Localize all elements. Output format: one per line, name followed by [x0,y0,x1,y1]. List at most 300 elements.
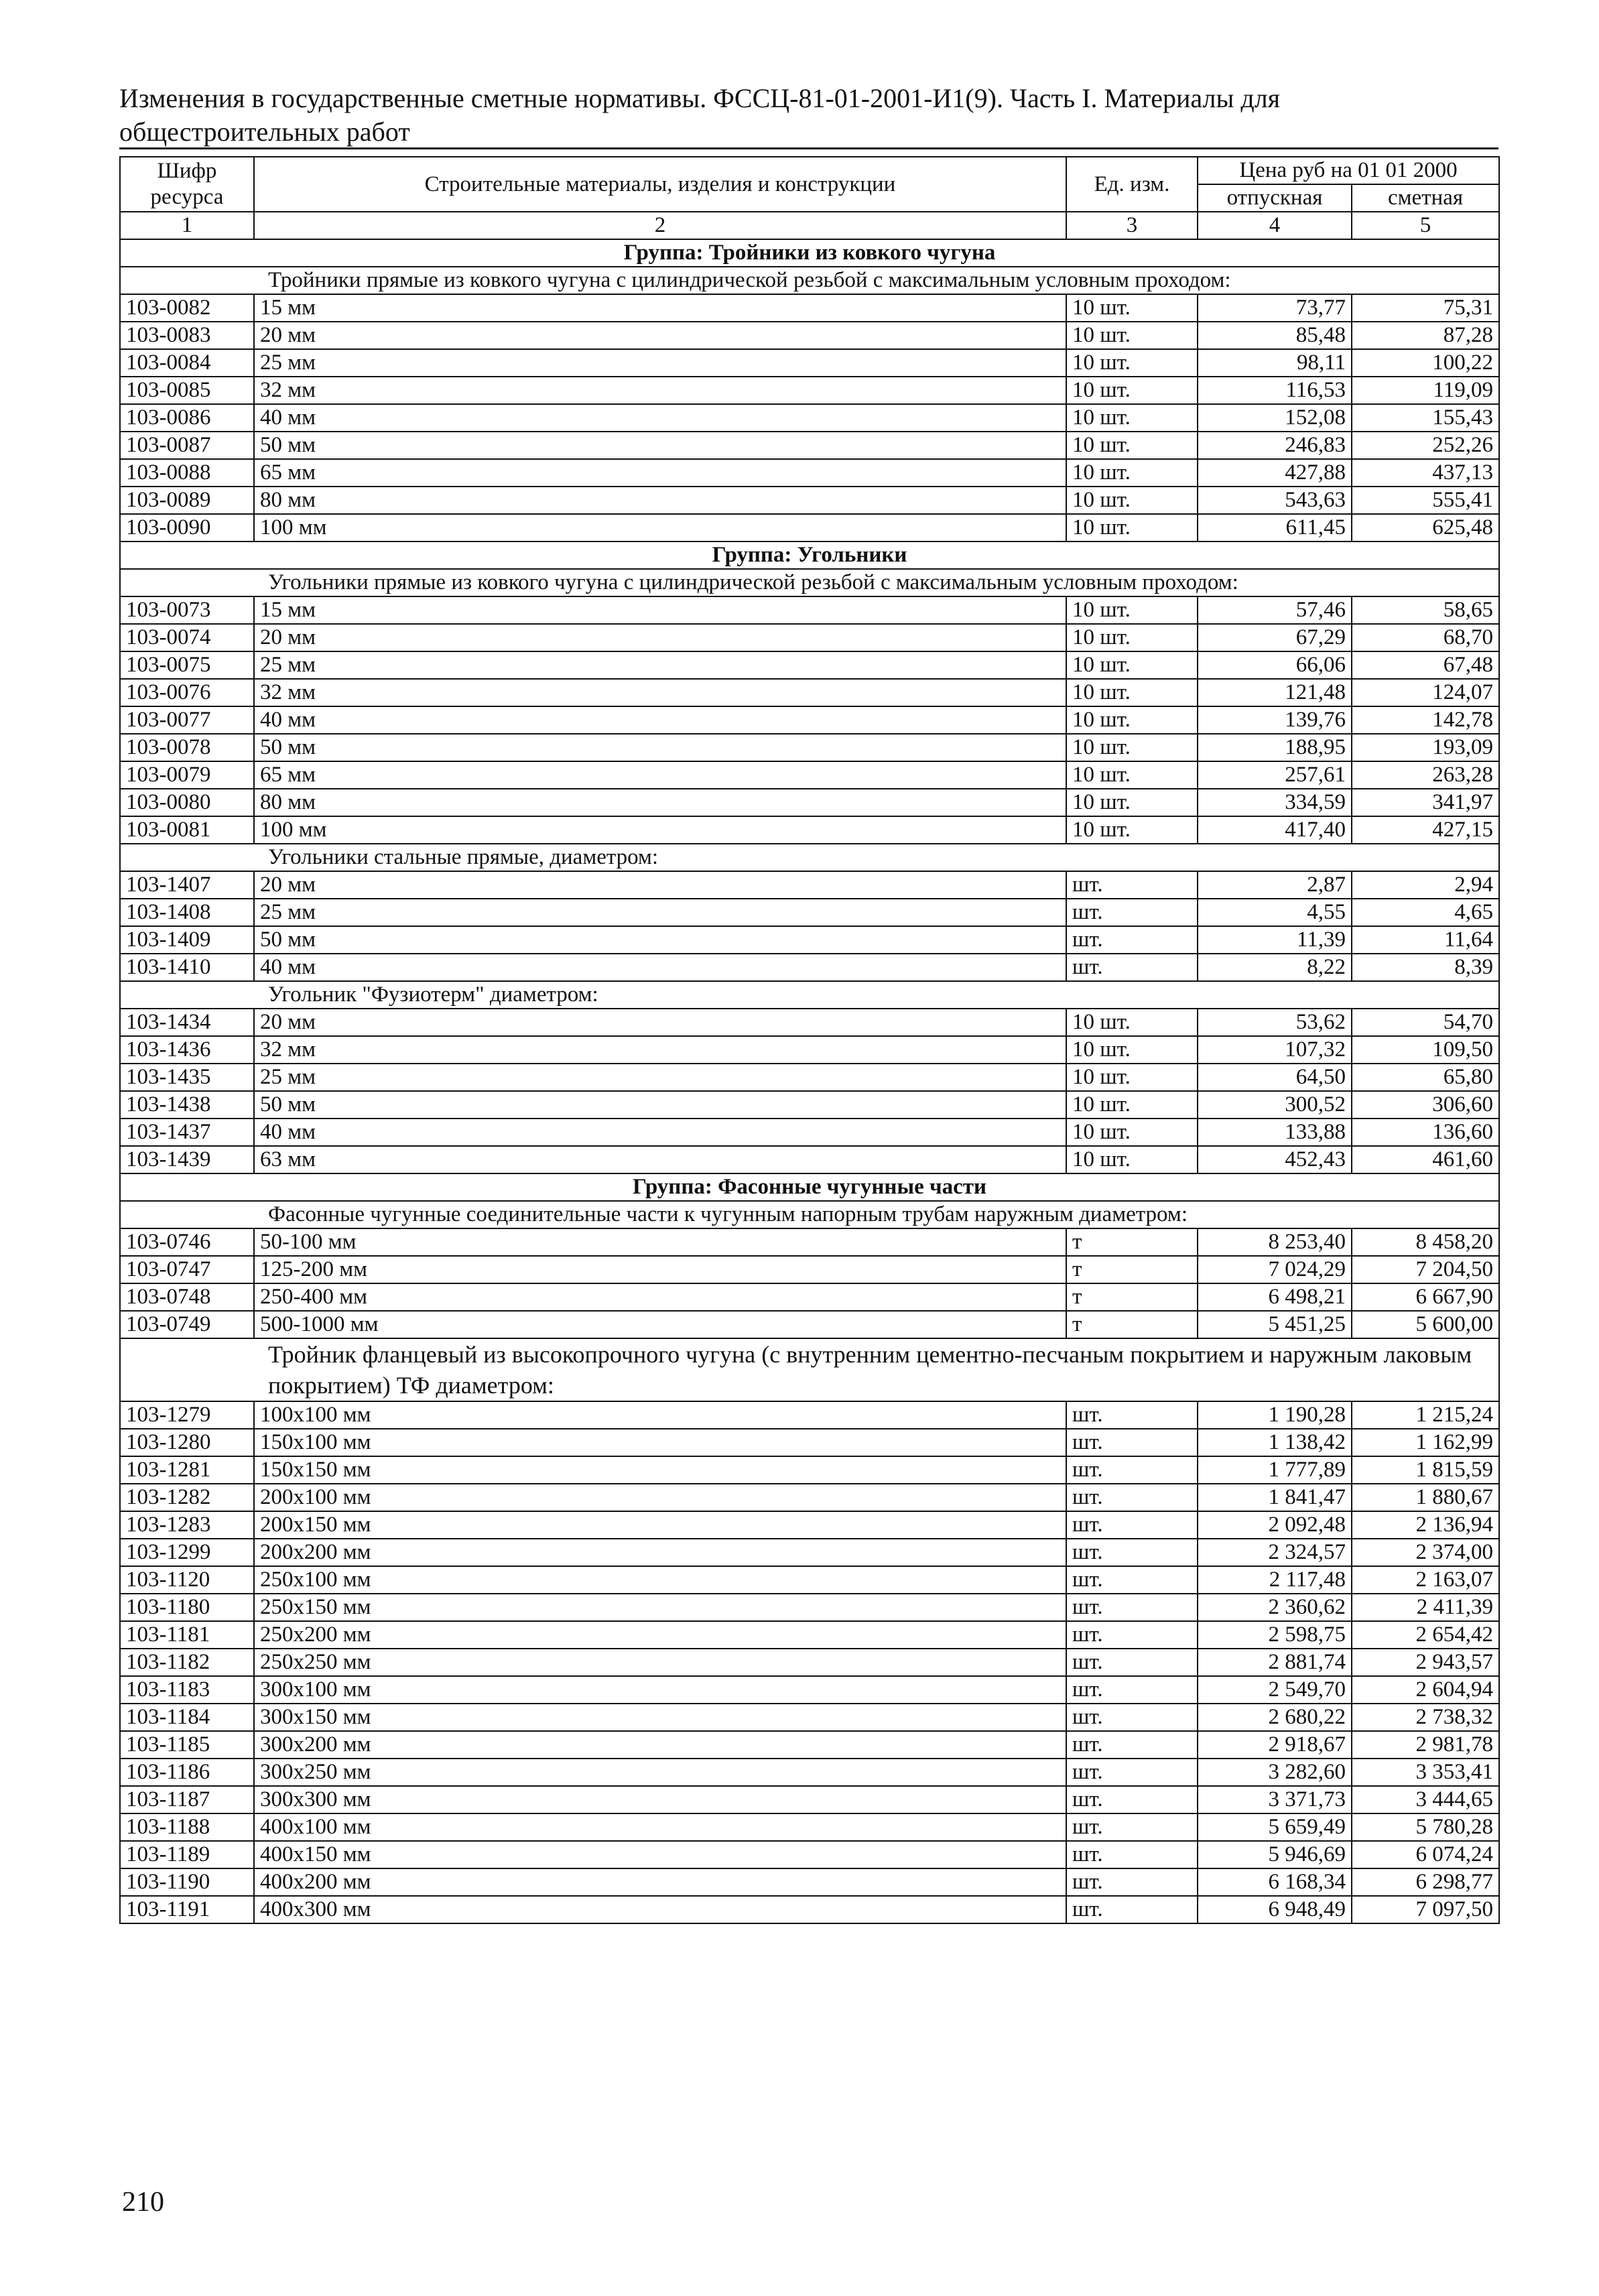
table-row [120,1841,1499,1868]
estimate-price: 7 204,50 [1352,1256,1499,1283]
table-row [120,1429,1499,1456]
resource-code: 103-1410 [120,954,254,981]
resource-code: 103-0083 [120,322,254,349]
unit: шт. [1066,926,1198,954]
section-caption: Тройник фланцевый из высокопрочного чугуна (с внутренним цементно-песчаным покрытием и наружным лаковым покрытием) ТФ диаметром: [120,1338,1499,1401]
resource-code: 103-0077 [120,706,254,734]
page-number: 210 [122,2187,164,2218]
material-name: 400x100 мм [254,1813,1066,1841]
unit: 10 шт. [1066,432,1198,459]
unit: шт. [1066,1704,1198,1731]
material-name: 40 мм [254,954,1066,981]
estimate-price: 2 654,42 [1352,1621,1499,1649]
release-price: 3 282,60 [1198,1759,1352,1786]
estimate-price: 100,22 [1352,349,1499,377]
table-row [120,1256,1499,1283]
unit: 10 шт. [1066,1009,1198,1036]
estimate-price: 7 097,50 [1352,1896,1499,1923]
estimate-price: 2 411,39 [1352,1594,1499,1621]
table-index-row [120,212,1499,239]
material-name: 400x150 мм [254,1841,1066,1868]
estimate-price: 437,13 [1352,459,1499,487]
estimate-price: 4,65 [1352,899,1499,926]
material-name: 250x200 мм [254,1621,1066,1649]
release-price: 5 451,25 [1198,1311,1352,1338]
col-header-unit: Ед. изм. [1066,157,1198,212]
material-name: 25 мм [254,899,1066,926]
material-name: 100x100 мм [254,1401,1066,1429]
resource-code: 103-1184 [120,1704,254,1731]
estimate-price: 2 163,07 [1352,1566,1499,1594]
release-price: 3 371,73 [1198,1786,1352,1813]
table-row [120,1868,1499,1896]
unit: шт. [1066,1759,1198,1786]
resource-code: 103-1408 [120,899,254,926]
price-table-body [120,157,1499,1923]
table-row [120,789,1499,816]
table-row [120,1731,1499,1759]
material-name: 250-400 мм [254,1283,1066,1311]
release-price: 300,52 [1198,1091,1352,1119]
estimate-price: 1 880,67 [1352,1484,1499,1511]
col-index-2: 2 [254,212,1066,239]
estimate-price: 427,15 [1352,816,1499,844]
table-row [120,1649,1499,1676]
material-name: 40 мм [254,404,1066,432]
estimate-price: 5 780,28 [1352,1813,1499,1841]
table-row [120,1283,1499,1311]
group-title: Группа: Угольники [120,541,1499,569]
release-price: 98,11 [1198,349,1352,377]
col-header-release-price: отпускная [1198,184,1352,212]
material-name: 63 мм [254,1146,1066,1173]
release-price: 2 324,57 [1198,1539,1352,1566]
resource-code: 103-1189 [120,1841,254,1868]
release-price: 334,59 [1198,789,1352,816]
material-name: 15 мм [254,294,1066,322]
unit: 10 шт. [1066,651,1198,679]
group-title: Группа: Тройники из ковкого чугуна [120,239,1499,267]
estimate-price: 555,41 [1352,487,1499,514]
estimate-price: 75,31 [1352,294,1499,322]
release-price: 4,55 [1198,899,1352,926]
estimate-price: 6 074,24 [1352,1841,1499,1868]
material-name: 200x100 мм [254,1484,1066,1511]
estimate-price: 142,78 [1352,706,1499,734]
resource-code: 103-1435 [120,1064,254,1091]
release-price: 5 946,69 [1198,1841,1352,1868]
material-name: 200x200 мм [254,1539,1066,1566]
header-title-line1: Изменения в государственные сметные нормативы. ФССЦ-81-01-2001-И1(9). Часть I. Материалы для [119,83,1281,113]
unit: 10 шт. [1066,816,1198,844]
section-caption: Угольники прямые из ковкого чугуна с цилиндрической резьбой с максимальным условным проходом: [120,569,1499,596]
release-price: 152,08 [1198,404,1352,432]
unit: 10 шт. [1066,679,1198,706]
unit: т [1066,1283,1198,1311]
material-name: 150x100 мм [254,1429,1066,1456]
material-name: 20 мм [254,1009,1066,1036]
resource-code: 103-0090 [120,514,254,541]
table-header-row [120,157,1499,184]
release-price: 66,06 [1198,651,1352,679]
material-name: 100 мм [254,514,1066,541]
estimate-price: 11,64 [1352,926,1499,954]
resource-code: 103-1282 [120,1484,254,1511]
resource-code: 103-0089 [120,487,254,514]
resource-code: 103-0075 [120,651,254,679]
release-price: 2 549,70 [1198,1676,1352,1704]
material-name: 50 мм [254,432,1066,459]
table-row [120,459,1499,487]
material-name: 400x300 мм [254,1896,1066,1923]
material-name: 50 мм [254,734,1066,761]
unit: 10 шт. [1066,624,1198,651]
estimate-price: 2 981,78 [1352,1731,1499,1759]
estimate-price: 6 667,90 [1352,1283,1499,1311]
material-name: 15 мм [254,596,1066,624]
col-index-5: 5 [1352,212,1499,239]
col-header-name: Строительные материалы, изделия и конструкции [254,157,1066,212]
table-row [120,514,1499,541]
release-price: 188,95 [1198,734,1352,761]
unit: шт. [1066,1676,1198,1704]
material-name: 65 мм [254,761,1066,789]
unit: 10 шт. [1066,1091,1198,1119]
release-price: 1 841,47 [1198,1484,1352,1511]
table-row [120,596,1499,624]
estimate-price: 109,50 [1352,1036,1499,1064]
group-header-row [120,541,1499,569]
material-name: 50-100 мм [254,1228,1066,1256]
release-price: 417,40 [1198,816,1352,844]
estimate-price: 65,80 [1352,1064,1499,1091]
resource-code: 103-1436 [120,1036,254,1064]
table-row [120,816,1499,844]
unit: 10 шт. [1066,789,1198,816]
unit: 10 шт. [1066,1036,1198,1064]
material-name: 65 мм [254,459,1066,487]
material-name: 300x300 мм [254,1786,1066,1813]
table-row [120,1146,1499,1173]
section-caption-row [120,1201,1499,1228]
col-index-1: 1 [120,212,254,239]
table-row [120,1786,1499,1813]
resource-code: 103-1120 [120,1566,254,1594]
release-price: 85,48 [1198,322,1352,349]
release-price: 2 360,62 [1198,1594,1352,1621]
estimate-price: 1 815,59 [1352,1456,1499,1484]
material-name: 300x150 мм [254,1704,1066,1731]
resource-code: 103-0080 [120,789,254,816]
unit: шт. [1066,1594,1198,1621]
material-name: 400x200 мм [254,1868,1066,1896]
material-name: 20 мм [254,322,1066,349]
table-row [120,1594,1499,1621]
material-name: 25 мм [254,651,1066,679]
table-row [120,679,1499,706]
table-row [120,871,1499,899]
resource-code: 103-0085 [120,377,254,404]
resource-code: 103-1181 [120,1621,254,1649]
document-header [119,82,1312,149]
release-price: 11,39 [1198,926,1352,954]
release-price: 6 948,49 [1198,1896,1352,1923]
unit: 10 шт. [1066,1064,1198,1091]
material-name: 20 мм [254,871,1066,899]
release-price: 6 168,34 [1198,1868,1352,1896]
estimate-price: 341,97 [1352,789,1499,816]
resource-code: 103-0086 [120,404,254,432]
material-name: 200x150 мм [254,1511,1066,1539]
estimate-price: 119,09 [1352,377,1499,404]
table-row [120,1311,1499,1338]
material-name: 125-200 мм [254,1256,1066,1283]
resource-code: 103-1182 [120,1649,254,1676]
header-title-line2: общестроительных работ [119,117,410,147]
table-row [120,761,1499,789]
unit: 10 шт. [1066,294,1198,322]
table-row [120,404,1499,432]
section-caption: Фасонные чугунные соединительные части к чугунным напорным трубам наружным диаметром: [120,1201,1499,1228]
unit: 10 шт. [1066,734,1198,761]
col-header-code: Шифр ресурса [120,157,254,212]
resource-code: 103-1191 [120,1896,254,1923]
material-name: 25 мм [254,349,1066,377]
resource-code: 103-0081 [120,816,254,844]
unit: шт. [1066,1731,1198,1759]
unit: шт. [1066,1841,1198,1868]
estimate-price: 3 444,65 [1352,1786,1499,1813]
table-row [120,377,1499,404]
unit: шт. [1066,954,1198,981]
resource-code: 103-0746 [120,1228,254,1256]
material-name: 20 мм [254,624,1066,651]
release-price: 2 881,74 [1198,1649,1352,1676]
release-price: 611,45 [1198,514,1352,541]
resource-code: 103-0747 [120,1256,254,1283]
material-name: 500-1000 мм [254,1311,1066,1338]
resource-code: 103-0749 [120,1311,254,1338]
section-caption-row [120,267,1499,294]
table-row [120,624,1499,651]
section-caption: Угольник "Фузиотерм" диаметром: [120,981,1499,1009]
material-name: 80 мм [254,789,1066,816]
estimate-price: 625,48 [1352,514,1499,541]
resource-code: 103-1187 [120,1786,254,1813]
table-row [120,1759,1499,1786]
unit: шт. [1066,1813,1198,1841]
table-row [120,926,1499,954]
table-row [120,1484,1499,1511]
material-name: 40 мм [254,706,1066,734]
release-price: 1 777,89 [1198,1456,1352,1484]
unit: шт. [1066,1649,1198,1676]
estimate-price: 263,28 [1352,761,1499,789]
table-row [120,1456,1499,1484]
resource-code: 103-1299 [120,1539,254,1566]
resource-code: 103-0078 [120,734,254,761]
unit: 10 шт. [1066,1146,1198,1173]
section-caption-row [120,1338,1499,1401]
estimate-price: 1 162,99 [1352,1429,1499,1456]
release-price: 7 024,29 [1198,1256,1352,1283]
resource-code: 103-0084 [120,349,254,377]
resource-code: 103-0082 [120,294,254,322]
resource-code: 103-0076 [120,679,254,706]
estimate-price: 68,70 [1352,624,1499,651]
table-row [120,1009,1499,1036]
material-name: 50 мм [254,926,1066,954]
table-row [120,1036,1499,1064]
unit: 10 шт. [1066,322,1198,349]
table-row [120,1511,1499,1539]
unit: 10 шт. [1066,596,1198,624]
release-price: 257,61 [1198,761,1352,789]
material-name: 80 мм [254,487,1066,514]
estimate-price: 67,48 [1352,651,1499,679]
unit: 10 шт. [1066,487,1198,514]
resource-code: 103-1280 [120,1429,254,1456]
resource-code: 103-1185 [120,1731,254,1759]
table-row [120,432,1499,459]
release-price: 2 680,22 [1198,1704,1352,1731]
release-price: 121,48 [1198,679,1352,706]
material-name: 25 мм [254,1064,1066,1091]
release-price: 1 138,42 [1198,1429,1352,1456]
release-price: 1 190,28 [1198,1401,1352,1429]
col-index-3: 3 [1066,212,1198,239]
unit: 10 шт. [1066,349,1198,377]
material-name: 300x250 мм [254,1759,1066,1786]
table-row [120,349,1499,377]
unit: т [1066,1228,1198,1256]
table-row [120,1119,1499,1146]
resource-code: 103-0073 [120,596,254,624]
table-row [120,1539,1499,1566]
release-price: 543,63 [1198,487,1352,514]
material-name: 50 мм [254,1091,1066,1119]
section-caption-row [120,844,1499,871]
estimate-price: 8 458,20 [1352,1228,1499,1256]
unit: шт. [1066,1896,1198,1923]
table-row [120,954,1499,981]
release-price: 64,50 [1198,1064,1352,1091]
resource-code: 103-0074 [120,624,254,651]
table-row [120,1401,1499,1429]
group-header-row [120,239,1499,267]
resource-code: 103-1409 [120,926,254,954]
material-name: 300x200 мм [254,1731,1066,1759]
resource-code: 103-1439 [120,1146,254,1173]
resource-code: 103-0088 [120,459,254,487]
release-price: 107,32 [1198,1036,1352,1064]
table-row [120,294,1499,322]
estimate-price: 136,60 [1352,1119,1499,1146]
table-row [120,1064,1499,1091]
unit: шт. [1066,1429,1198,1456]
estimate-price: 461,60 [1352,1146,1499,1173]
unit: шт. [1066,1566,1198,1594]
release-price: 139,76 [1198,706,1352,734]
table-row [120,1896,1499,1923]
unit: шт. [1066,1511,1198,1539]
table-row [120,1704,1499,1731]
resource-code: 103-0079 [120,761,254,789]
resource-code: 103-1437 [120,1119,254,1146]
resource-code: 103-1186 [120,1759,254,1786]
estimate-price: 2,94 [1352,871,1499,899]
release-price: 67,29 [1198,624,1352,651]
estimate-price: 2 738,32 [1352,1704,1499,1731]
resource-code: 103-1190 [120,1868,254,1896]
release-price: 2 918,67 [1198,1731,1352,1759]
release-price: 2,87 [1198,871,1352,899]
unit: шт. [1066,1401,1198,1429]
release-price: 6 498,21 [1198,1283,1352,1311]
release-price: 2 117,48 [1198,1566,1352,1594]
resource-code: 103-1281 [120,1456,254,1484]
estimate-price: 6 298,77 [1352,1868,1499,1896]
material-name: 250x250 мм [254,1649,1066,1676]
release-price: 5 659,49 [1198,1813,1352,1841]
release-price: 116,53 [1198,377,1352,404]
unit: шт. [1066,1868,1198,1896]
material-name: 300x100 мм [254,1676,1066,1704]
unit: шт. [1066,1786,1198,1813]
release-price: 73,77 [1198,294,1352,322]
material-name: 250x150 мм [254,1594,1066,1621]
material-name: 32 мм [254,679,1066,706]
release-price: 246,83 [1198,432,1352,459]
estimate-price: 2 943,57 [1352,1649,1499,1676]
unit: 10 шт. [1066,459,1198,487]
unit: шт. [1066,1484,1198,1511]
material-name: 100 мм [254,816,1066,844]
release-price: 427,88 [1198,459,1352,487]
resource-code: 103-1283 [120,1511,254,1539]
unit: 10 шт. [1066,1119,1198,1146]
estimate-price: 2 136,94 [1352,1511,1499,1539]
section-caption: Угольники стальные прямые, диаметром: [120,844,1499,871]
estimate-price: 8,39 [1352,954,1499,981]
estimate-price: 252,26 [1352,432,1499,459]
col-index-4: 4 [1198,212,1352,239]
unit: шт. [1066,899,1198,926]
table-row [120,1091,1499,1119]
section-caption: Тройники прямые из ковкого чугуна с цилиндрической резьбой с максимальным условным проходом: [120,267,1499,294]
col-header-estimate-price: сметная [1352,184,1499,212]
material-name: 32 мм [254,1036,1066,1064]
estimate-price: 54,70 [1352,1009,1499,1036]
release-price: 133,88 [1198,1119,1352,1146]
estimate-price: 2 604,94 [1352,1676,1499,1704]
material-name: 32 мм [254,377,1066,404]
section-caption-row [120,981,1499,1009]
resource-code: 103-1438 [120,1091,254,1119]
table-row [120,706,1499,734]
resource-code: 103-1279 [120,1401,254,1429]
unit: шт. [1066,1456,1198,1484]
unit: т [1066,1311,1198,1338]
estimate-price: 58,65 [1352,596,1499,624]
release-price: 8,22 [1198,954,1352,981]
material-name: 250x100 мм [254,1566,1066,1594]
unit: шт. [1066,871,1198,899]
table-row [120,1676,1499,1704]
material-name: 150x150 мм [254,1456,1066,1484]
header-rule [119,147,1498,149]
release-price: 57,46 [1198,596,1352,624]
